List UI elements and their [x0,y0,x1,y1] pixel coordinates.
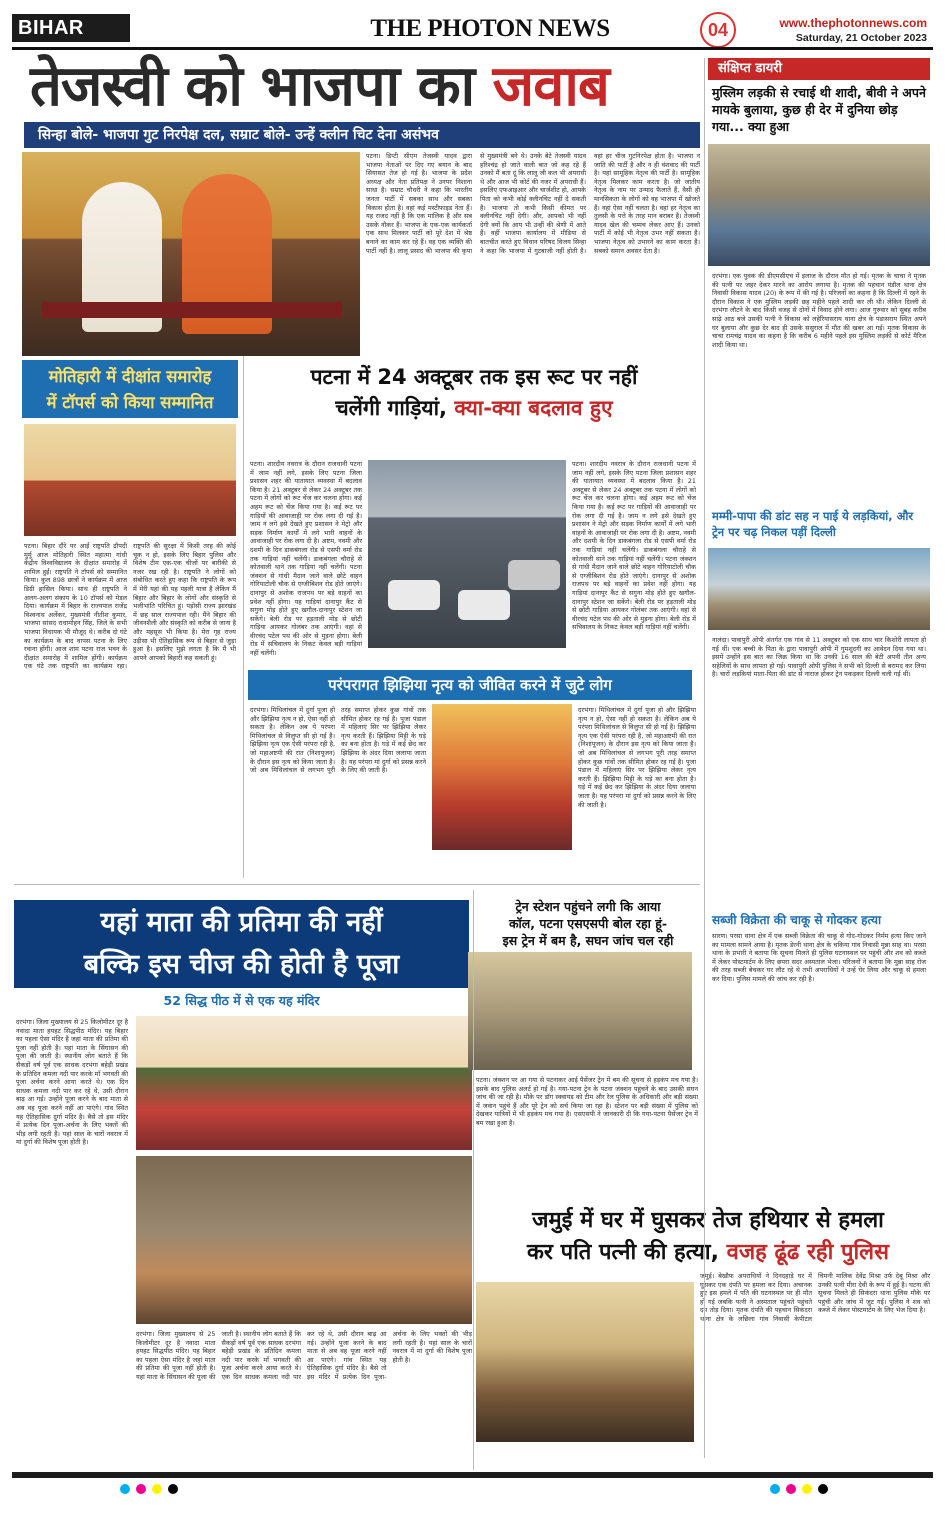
convocation-banner-line1: मोतिहारी में दीक्षांत समारोह [48,367,212,386]
website-link[interactable]: www.thephotonnews.com [779,16,927,30]
dance-article-text-2: दरभंगा। मिथिलांचल में दुर्गा पूजा हो और झिझिया नृत्य न हो, ऐसा नहीं हो सकता है। लेकिन अब ये परंपरा मिथिलांचल से विलुप्त सी हो गई है। झिझिया नृत्य एक ऐसी परंपरा रही है, जो महाअष्टमी की रात (निशापूजन) के दौरान इस नृत्य को किया जाता है। जो अब मिथिलांचल से लगभग पूरी तरह समाप्त होकर कुछ गांवों तक सीमित होकर रह गई है। पूजा पंडाल में महिलाएं सिर पर झिझिया लेकर नृत्य करती हैं। झिझिया मिट्टी के घड़े का बना होता है। घड़े में कई छेद कर झिझिया के अंदर दिया जलाया जाता है। यह परंपरा मां दुर्गा को प्रसन्न करने के लिए की जाती है। [578,706,696,809]
temple-photo [136,1016,472,1150]
dance-article-text: दरभंगा। मिथिलांचल में दुर्गा पूजा हो और झिझिया नृत्य न हो, ऐसा नहीं हो सकता है। लेकिन अब ये परंपरा मिथिलांचल से विलुप्त सी हो गई है। झिझिया नृत्य एक ऐसी परंपरा रही है, जो महाअष्टमी की रात (निशापूजन) के दौरान इस नृत्य को किया जाता है। जो अब मिथिलांचल से लगभग पूरी तरह समाप्त होकर कुछ गांवों तक सीमित होकर रह गई है। पूजा पंडाल में महिलाएं सिर पर झिझिया लेकर नृत्य करती हैं। झिझिया मिट्टी के घड़े का बना होता है। घड़े में कई छेद कर झिझिया के अंदर दिया जलाया जाता है। यह परंपरा मां दुर्गा को प्रसन्न करने के लिए की जाती है। [250,706,426,775]
lead-press-photo [22,152,360,356]
newspaper-title: THE PHOTON NEWS [370,15,610,42]
diary-item2-text: नालंदा। पावापुरी ओपी अंतर्गत एक गांव से 11 अक्टूबर को एक साथ चार किशोरी लापता हो गई थीं। एक बच्ची के पिता के द्वारा पावापुरी ओपी में गुमशुदगी का आवेदन दिया गया था। इसमें उन्होंने इस बात का जिक्र किया था कि उनकी 16 साल की बेटी अपनी तीन अन्य सहेलियों के साथ लापता हो गई। पावापुरी ओपी पुलिस ने सभी को दिल्ली से बरामद कर लिया है। चारों लड़कियां माता-पिता की डांट से नाराज होकर ट्रेन पकड़कर दिल्ली चली गई थीं। [712,636,926,679]
registration-mark [818,1484,828,1494]
station-photo [468,952,692,1070]
devotees-photo [136,1156,472,1324]
mata-article-text-2: दरभंगा। जिला मुख्यालय से 25 किलोमीटर दूर है नवादा माता हयहट सिद्धपीठ मंदिर। यह बिहार का पहला ऐसा मंदिर है जहां माता की प्रतिमा की पूजा नहीं होती है। यहां माता के सिंघासन की पूजा की जाती है। स्थानीय लोग बताते हैं कि सैकड़ों वर्ष पूर्व एक साधक दरभंगा बहेड़ी प्रखंड के प्रतिदिन कमला नदी पार करके माँ भगवती की पूजा अर्चना करने आया करते थे। एक दिन साधक कमला नदी पार कर रहे थे, उसी दौरान बाढ़ आ गई। उन्होंने पूजा करने के बाद माता से अब वह पूजा करने नहीं आ पाएंगे। गांव स्थित यह ऐतिहासिक दुर्गा मंदिर है। बैसे तो इस मंदिर में प्रत्येक दिन पूजा-अर्चना के लिए भक्तों की भीड़ लगी रहती है। यहां साल के चारों नवरात्र में मां दुर्गा की विशेष पूजा होती है। [136,1330,472,1381]
jamui-headline-line2-main: कर पति पत्नी की हत्या, [527,1240,719,1265]
dance-photo [432,704,572,850]
page-number: 04 [700,12,736,48]
diary-item3-headline: सब्जी विक्रेता की चाकू से गोदकर हत्या [712,913,882,927]
diary-item1-photo [708,144,930,266]
patna-headline-line2-accent: क्या-क्या बदलाव हुए [454,396,613,420]
registration-mark [168,1484,178,1494]
mata-banner [14,900,469,988]
convocation-banner-line2: में टॉपर्स को किया सम्मानित [46,393,214,412]
patna-traffic-headline [248,362,700,424]
diary-item2-photo [708,548,930,630]
train-headline-line2: कॉल, पटना एसएसपी बोल रहा हूं- [508,916,668,931]
registration-mark [786,1484,796,1494]
column-divider [243,356,244,878]
convocation-photo [24,424,236,536]
lead-article-text: पटना। डिप्टी सीएम तेजस्वी यादव द्वारा भाजपा नेताओं पर दिए गए बयान के बाद सियासत तेज हो गई है। भाजपा के प्रदेश अध्यक्ष और नेता प्रतिपक्ष ने उनपर निशाना साधा है। सम्राट चौधरी ने कहा कि भारतीय जनता पार्टी में सबका साथ और सबका विकास होता है। वहां कई मस्टीफाइड नेता हैं। यह राजद नहीं है कि एक मालिक है और सब उसके नौकर हैं। भाजपा के एक-एक कार्यकर्ता एक साथ मिलकर पार्टी को पूरे देश में श्रेष्ठ बनाने का काम कर रहे हैं। वह एक व्यक्ति की पार्टी नहीं है। लालू प्रसाद की भाजपा की कृपा से मुख्यमंत्री बने थे। उनके बेटे तेजस्वी यादव हरिश्चंद्र हो जाते वाली बात जो कह रहे हैं उनको मैं बता दूं कि लालू जी कल भी अपराधी थे और आज भी कोर्ट की नजर में अपराधी हैं। इसलिए एफआइआर और चार्जशीट हो, आपके पिता को कभी कोई क्लीनचिट नहीं दे सकती है। भाजपा तो कभी किसी कीमत पर क्लीनचिट नहीं देगी। और, आपको भी नहीं देगी क्यों कि आप भी उन्हीं की श्रेणी में आते हैं। वहीं भाजपा कार्यालय में मीडिया से बातचीत करते हुए विधान परिषद विजय सिन्हा ने कहा कि भाजपा में गुटबाजी नहीं होती है। वहां हर चीज गुटनिरपेक्ष होता है। भाजपा न जाति की पार्टी है और न ही वंशवाद की पार्टी है। यहां सामूहिक नेतृत्व की पार्टी है। सामूहिक नेतृत्व मिलकर काम करता है। जो जातीय नेतृत्व के नाम पर उन्माद फैलाते हैं, वैसी ही मानसिकता के लोगों को वह भाजपा में खोजते हैं। वहां ऐसा नहीं चलता है। वहां हर नेतृत्व का तुलसी के पत्ते के तरह मान बराबर है। तेजस्वी यादव खेल की चम्मच लेकर आए हैं। उनको पार्टी में कोई भी नेतृत्व उभर नहीं सकता है। भाजपा नेतृत्व को उभारने का काम करता है। सबको समान अवसर देता है। [366,152,700,255]
jamui-article-text: जमुई। बेखौफ अपराधियों ने दिनदहाड़े घर में घुसकर एक दंपति पर हमला कर दिया। अचानक हुए इस हमले में पति की घटनास्थल पर ही मौत हो गई जबकि पत्नी ने अस्पताल पहुंचते पहुंचते दम तोड़ दिया। मृतक दंपति की पहचान सिकंदरा थाना क्षेत्र के लछिला गांव निवासी केपीटल चिमनी मालिक देवेंद्र मिश्रा उर्फ देबू मिश्रा और उनकी पत्नी मीरा देवी के रूप में हुई है। घटना की सूचना मिलते ही सिकंदरा थाना पुलिस मौके पर पहुंची और जांच में जुट गई। पुलिस ने शव को कब्जे में लेकर पोस्टमार्टम के लिए भेज दिया है। [700,1272,930,1323]
registration-mark [770,1484,780,1494]
lead-headline-main: तेजस्वी को भाजपा का [30,54,475,119]
press-table [42,302,342,318]
patna-traffic-text-right: पटना। शारदीय नवरात्र के दौरान राजधानी पटना में जाम नहीं लगे, इसके लिए पटना जिला प्रशासन शहर की यातायात व्यवस्था में बदलाव किया है। 21 अक्टूबर से लेकर 24 अक्टूबर तक पटना में लोगों को रूट चेंज कर चलना होगा। कई अहम रूट को चेंज किया गया है। कई रूट पर गाड़ियों की आवाजाही पर रोक लगा दी गई है। जाम न लगे इसे देखते हुए प्रशासन ने मेट्रो और सड़क निर्माण कार्यों में लगे भारी वाहनों के आवाजाही पर रोक लगा दी है। अष्टम, नवमी और दशमी के दिन डाकबंगला रोड से एसपी वर्मा रोड तक गाड़ियां नहीं चलेंगी। डाकबंगला चौराहे से कोतवाली थाने तक गाड़ियां नहीं चलेंगी। पटना जंक्शन से गांधी मैदान जाने वाले छोटे वाहन गोरियाटोली चौक से एग्जीबिशन रोड होते जाएंगे। दानापुर से अशोक राजपथ पर बड़े वाहनों का प्रवेश नहीं होगा। यह गाड़ियां दानापुर कैंट से सगुना मोड़ होते हुए खगौल-दानापुर स्टेशन जा सकेंगे। बेली रोड पर हड़ताली मोड़ से छोटी गाड़िया आयकर गोलंबर तक आएंगी। वहां से वीरचंद पटेल पथ की ओर से मुड़ना होगा। बेली रोड में सचिवालय के निकट केवल बड़ी गाड़ियां नहीं चलेंगी। [572,460,696,632]
dance-banner: परंपरागत झिझिया नृत्य को जीवित करने में जुटे लोग [248,670,692,700]
mata-article-text: दरभंगा। जिला मुख्यालय से 25 किलोमीटर दूर है नवादा माता हयहट सिद्धपीठ मंदिर। यह बिहार का पहला ऐसा मंदिर है जहां माता की प्रतिमा की पूजा नहीं होती है। यहां माता के सिंघासन की पूजा की जाती है। स्थानीय लोग बताते हैं कि सैकड़ों वर्ष पूर्व एक साधक दरभंगा बहेड़ी प्रखंड के प्रतिदिन कमला नदी पार करके माँ भगवती की पूजा अर्चना करने आया करते थे। एक दिन साधक कमला नदी पार कर रहे थे, उसी दौरान बाढ़ आ गई। उन्होंने पूजा करने के बाद माता से अब वह पूजा करने नहीं आ पाएंगे। गांव स्थित यह ऐतिहासिक दुर्गा मंदिर है। बैसे तो इस मंदिर में प्रत्येक दिन पूजा-अर्चना के लिए भक्तों की भीड़ लगी रहती है। यहां साल के चारों नवरात्र में मां दुर्गा की विशेष पूजा होती है। [16,1018,128,1147]
registration-mark [802,1484,812,1494]
section-divider [14,884,700,885]
lead-subheadline: सिन्हा बोले- भाजपा गुट निरपेक्ष दल, सम्राट बोले- उन्हें क्लीन चिट देना असंभव [24,122,700,148]
diary-item3-text: सारण। परसा थाना क्षेत्र में एक सब्जी विक्रेता की चाकू से गोद-गोदकर निर्मम हत्या किए जाने का मामला सामने आया है। मृतक डेरनी थाना क्षेत्र के चकिया गांव निवासी मुन्ना साह था। परसा थाना के प्रभारी ने बताया कि सूचना मिलते ही पुलिस घटनास्थल पर पहुंची और शव को कब्जे में लेकर पोस्टमार्टम के लिए छपरा सदर अस्पताल भेजा। परिजनों ने बताया कि मुन्ना साह रोज की तरह सब्जी बेचकर घर लौट रहे थे तभी अपराधियों ने उन्हें घेर लिया और चाकू से हमला कर दिया। पुलिस मामले की जांच कर रही है। [712,932,926,983]
registration-mark [152,1484,162,1494]
patna-traffic-text-left: पटना। शारदीय नवरात्र के दौरान राजधानी पटना में जाम नहीं लगे, इसके लिए पटना जिला प्रशासन शहर की यातायात व्यवस्था में बदलाव किया है। 21 अक्टूबर से लेकर 24 अक्टूबर तक पटना में लोगों को रूट चेंज कर चलना होगा। कई अहम रूट को चेंज किया गया है। कई रूट पर गाड़ियों की आवाजाही पर रोक लगा दी गई है। जाम न लगे इसे देखते हुए प्रशासन ने मेट्रो और सड़क निर्माण कार्यों में लगे भारी वाहनों के आवाजाही पर रोक लगा दी है। अष्टम, नवमी और दशमी के दिन डाकबंगला रोड से एसपी वर्मा रोड तक गाड़ियां नहीं चलेंगी। डाकबंगला चौराहे से कोतवाली थाने तक गाड़ियां नहीं चलेंगी। पटना जंक्शन से गांधी मैदान जाने वाले छोटे वाहन गोरियाटोली चौक से एग्जीबिशन रोड होते जाएंगे। दानापुर से अशोक राजपथ पर बड़े वाहनों का प्रवेश नहीं होगा। यह गाड़ियां दानापुर कैंट से सगुना मोड़ होते हुए खगौल-दानापुर स्टेशन जा सकेंगे। बेली रोड पर हड़ताली मोड़ से छोटी गाड़िया आयकर गोलंबर तक आएंगी। वहां से वीरचंद पटेल पथ की ओर से मुड़ना होगा। बेली रोड में सचिवालय के निकट केवल बड़ी गाड़ियां नहीं चलेंगी। [250,460,362,658]
footer-rule [12,1472,933,1478]
jamui-crime-photo [476,1282,694,1442]
traffic-photo [368,460,566,648]
diary-section-tag: संक्षिप्त डायरी [708,58,930,80]
convocation-banner [22,360,238,418]
patna-headline-line2-main: चलेंगी गाड़ियां, [335,396,448,420]
car [508,560,560,590]
train-headline-line3: इस ट्रेन में बम है, सघन जांच चल रही [502,933,674,948]
issue-date: Saturday, 21 October 2023 [795,32,927,44]
masthead-rule [12,47,933,50]
column-divider [473,890,474,1470]
lead-headline-accent: जवाब [492,54,609,119]
mata-subheadline: 52 सिद्ध पीठ में से एक यह मंदिर [163,993,320,1008]
mata-banner-line2: बल्कि इस चीज की होती है पूजा [83,949,400,980]
train-headline-line1: ट्रेन स्टेशन पहुंचने लगी कि आया [515,899,661,914]
lead-headline [30,54,700,120]
jamui-headline-line1: जमुई में घर में घुसकर तेज हथियार से हमला [532,1208,884,1233]
patna-headline-line1: पटना में 24 अक्टूबर तक इस रूट पर नहीं [310,365,638,389]
diary-item1-headline: मुस्लिम लड़की से रचाई थी शादी, बीवी ने अपने मायके बुलाया, कुछ ही देर में दुनिया छोड़ गया... क्या हुआ [712,85,926,134]
convocation-article-text: पटना। बिहार दौरे पर आईं राष्ट्रपति द्रौपदी मुर्मू आज मोतिहारी स्थित महात्मा गांधी केंद्रीय विश्वविद्यालय के दीक्षांत समारोह में शामिल हुईं। राष्ट्रपति ने टॉपर्स को सम्मानित किया। कुल 898 छात्रों ने कार्यक्रम में आज डिग्री हासिल किया। साथ ही राष्ट्रपति ने अलग-अलग संकाय के 10 टॉपर्स को मेडल दिया। कार्यक्रम में बिहार के राज्यपाल राजेंद्र विश्वनाथ अर्लेकर, मुख्यमंत्री नीतीश कुमार, भाजपा सांसद राधामोहन सिंह, जिले के सभी भाजपा विधायक भी मौजूद थे। करीब दो घंटे का कार्यक्रम के बाद वापस पटना के लिए रवाना होंगी। आज शाम पटना राज भवन के दीक्षांत समारोह में शामिल होंगी। कार्यक्रम एक घंटे तक राष्ट्रपति का कार्यक्रम रहा। राष्ट्रपति की सुरक्षा में किसी तरह की कोई चूक न हो, इसके लिए बिहार पुलिस और विशेष टीम एक-एक चीजों पर बारीकी से नजर रख रही है। राष्ट्रपति ने लोगों को संबोधित करते हुए कहा कि राष्ट्रपति के रूप में मेरी यहां की यह पहली यात्रा है लेकिन मैं बिहार और बिहार के लोगों और संस्कृति से भलीभांति परिचित हूं। पड़ोसी राज्य झारखंड में छह साल राज्यपाल रही। मैंने बिहार की जीवनशैली और संस्कृति को करीब से जाना है और महसूस भी किया है। मेरा गृह राज्य उड़ीसा भी ऐतिहासिक रूप से बिहार से जुड़ा हुआ है। इसलिए मुझे लगता है कि मैं भी आपने आपको बिहारी कह सकती हूं। [24,542,236,671]
registration-mark [136,1484,146,1494]
car [458,590,510,620]
diary-item1-text: दरभंगा। एक युवक की डीएमसीएच में इलाज के दौरान मौत हो गई। मृतक के चाचा ने मृतक की पत्नी पर जहर देकर मारने का आरोप लगाया है। मृतक की पहचान पंडौल थाना क्षेत्र निवासी विकास यादव (20) के रूप में की गई है। परिजनों का कहना है कि दिल्ली में रहने के दौरान विकास ने एक मुस्लिम लड़की छह महीने पहले शादी कर ली थी। लेकिन दिल्ली से दरभंगा लौटने के बाद किसी वजह से दोनों में विवाद होने लगा। आज गुरुवार को सुबह करीब साढ़े आठ बजे उसकी पत्नी ने विकास को लहेरियासराय थाना क्षेत्र के पंडासराय स्थित अपने घर बुलाया और कुछ देर बाद ही उसके ससुराल में मौत की खबर आ गई। मृतक विकास के चाचा रामचंद्र यादव का कहना है कि करीब 6 महीने पहले इस मुस्लिम लड़की से कोर्ट मैरिज शादी किया था। [712,272,926,349]
train-article-text: पटना। जंक्शन पर आ गया से पटनाकर आई पैसेंजर ट्रेन में बम की सूचना से हड़कंप मच गया है। इसके बाद पुलिस अलर्ट हो गई है। गया-पटना ट्रेन के पटना जंक्शन पहुंचने के बाद उसकी सघन जांच की जा रही है। मौके पर डॉग स्क्वायड को टीम और रेल पुलिस के अधिकारी और बड़ी संख्या में जवान पहुंचे हैं और पूरे ट्रेन को सर्च किया जा रहा है। स्टेशन पर बड़ी संख्या में पुलिस को देखकर यात्रियों में भी हड़कंप मच गया है। एसएसपी ने जानकारी दी कि गया-पटना पैसेंजर ट्रेन में बम रखा हुआ है। [476,1076,698,1127]
diary-item2-headline: मम्मी-पापा की डांट सह न पाई ये लड़कियां, और ट्रेन पर चढ़ निकल पड़ीं दिल्ली [712,509,914,539]
car [388,580,440,610]
train-headline [476,898,700,949]
registration-mark [120,1484,130,1494]
edition-label: BIHAR [12,14,130,42]
jamui-headline-line2-accent: वजह ढूंढ रही पुलिस [726,1240,889,1265]
mata-banner-line1: यहां माता की प्रतिमा की नहीं [100,907,383,938]
